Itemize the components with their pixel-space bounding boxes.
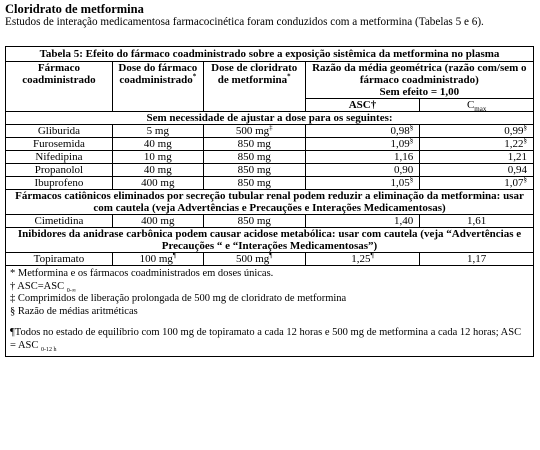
header-dose-coadmin: Dose do fármaco coadministrado* (112, 62, 203, 112)
footnote-steady-state: ¶Todos no estado de equilíbrio com 100 mg de topiramato a cada 12 horas e 500 mg de metformina a cada 12 horas; ASC = ASC $_{0-12 h}$ (10, 327, 522, 353)
table-row: Propanolol 40 mg 850 mg 0,90 0,94 (6, 164, 534, 177)
header-dose-metformin: Dose de cloridrato de metformina* (203, 62, 305, 112)
footnote-auc: † ASC=ASC $_{0-\infty}$ (10, 280, 76, 294)
footnote-extended-release: ‡ Comprimidos de liberação prolongada de 500 mg de cloridrato de metformina (10, 293, 347, 304)
footnote-arithmetic-mean: § Razão de médias aritméticas (10, 305, 138, 317)
table-row: Nifedipina 10 mg 850 mg 1,16 1,21 (6, 151, 534, 164)
table-row: Gliburida 5 mg 500 mg‡ 0,98§ 0,99§ (6, 125, 534, 138)
header-auc: ASC† (305, 99, 420, 112)
section-cationic-drugs: Fármacos catiônicos eliminados por secreção tubular renal podem reduzir a eliminação da metformina: usar com cautela (veja Advertências e Precauções e Interações Medicamentosas) (6, 190, 534, 215)
interaction-table (5, 46, 534, 357)
section-carbonic-anhydrase: Inibidores da anidrase carbônica podem causar acidose metabólica: usar com cautela (veja “Advertências e Precauções “ e “Interações Medicamentosas”) (6, 228, 534, 253)
footnote-single-dose: * Metformina e os fármacos coadministrados em doses únicas. (10, 268, 274, 279)
header-ratio: Razão da média geométrica (razão com/sem o fármaco coadministrado) Sem efeito = 1,00 (305, 62, 533, 99)
table-row: Cimetidina 400 mg 850 mg 1,40 1,61 (6, 215, 534, 228)
header-cmax: $C_{max}$ (420, 99, 534, 112)
section-heading: Cloridrato de metformina (5, 2, 144, 16)
table-row: Ibuprofeno 400 mg 850 mg 1,05§ 1,07§ (6, 177, 534, 190)
table-title: Tabela 5: Efeito do fármaco coadministrado sobre a exposição sistêmica da metformina no plasma (6, 47, 534, 62)
table-row: Furosemida 40 mg 850 mg 1,09§ 1,22§ (6, 138, 534, 151)
header-drug: Fármaco coadministrado (6, 62, 113, 112)
section-no-adjustment: Sem necessidade de ajustar a dose para os seguintes: (6, 112, 534, 125)
table-footnotes (6, 266, 534, 357)
table-row: Topiramato 100 mg¶ 500 mg¶ 1,25¶ 1,17 (6, 253, 534, 266)
intro-paragraph: Estudos de interação medicamentosa farmacocinética foram conduzidos com a metformina (Tabelas 5 e 6). (5, 16, 484, 28)
